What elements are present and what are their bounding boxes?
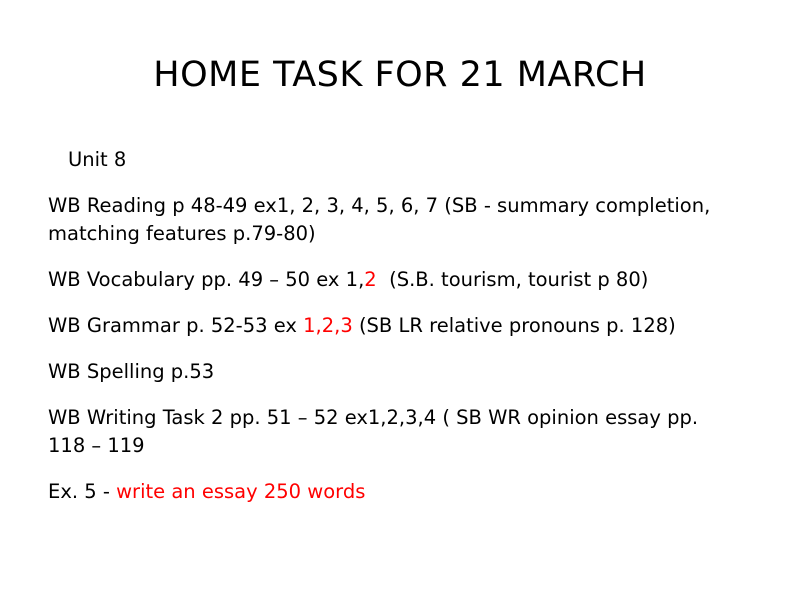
grammar-task [48, 312, 768, 340]
writing-task-line-1: WB Writing Task 2 pp. 51 – 52 ex1,2,3,4 ( SB WR opinion essay pp. [48, 406, 699, 429]
essay-task-text: Ex. 5 - [48, 480, 117, 503]
slide-title: HOME TASK FOR 21 MARCH [153, 55, 647, 95]
grammar-task-text: WB Grammar p. 52-53 ex [48, 314, 304, 337]
grammar-task-highlight: 1,2,3 [303, 314, 353, 337]
essay-task [48, 478, 768, 506]
reading-task [48, 192, 768, 248]
vocabulary-task-highlight: 2 [364, 268, 377, 291]
vocabulary-task-text-end: (S.B. tourism, tourist p 80) [376, 268, 649, 291]
writing-task-line-2: 118 – 119 [48, 434, 145, 457]
writing-task [48, 404, 768, 460]
essay-task-highlight: write an essay 250 words [116, 480, 366, 503]
reading-task-line-1: WB Reading p 48-49 ex1, 2, 3, 4, 5, 6, 7 (SB - summary completion, [48, 194, 711, 217]
spelling-task: WB Spelling p.53 [48, 360, 215, 383]
slide-body [48, 146, 768, 524]
reading-task-line-2: matching features p.79-80) [48, 222, 316, 245]
vocabulary-task-text: WB Vocabulary pp. 49 – 50 ex 1, [48, 268, 365, 291]
vocabulary-task [48, 266, 768, 294]
grammar-task-text-end: (SB LR relative pronouns p. 128) [352, 314, 676, 337]
unit-label: Unit 8 [68, 148, 127, 171]
